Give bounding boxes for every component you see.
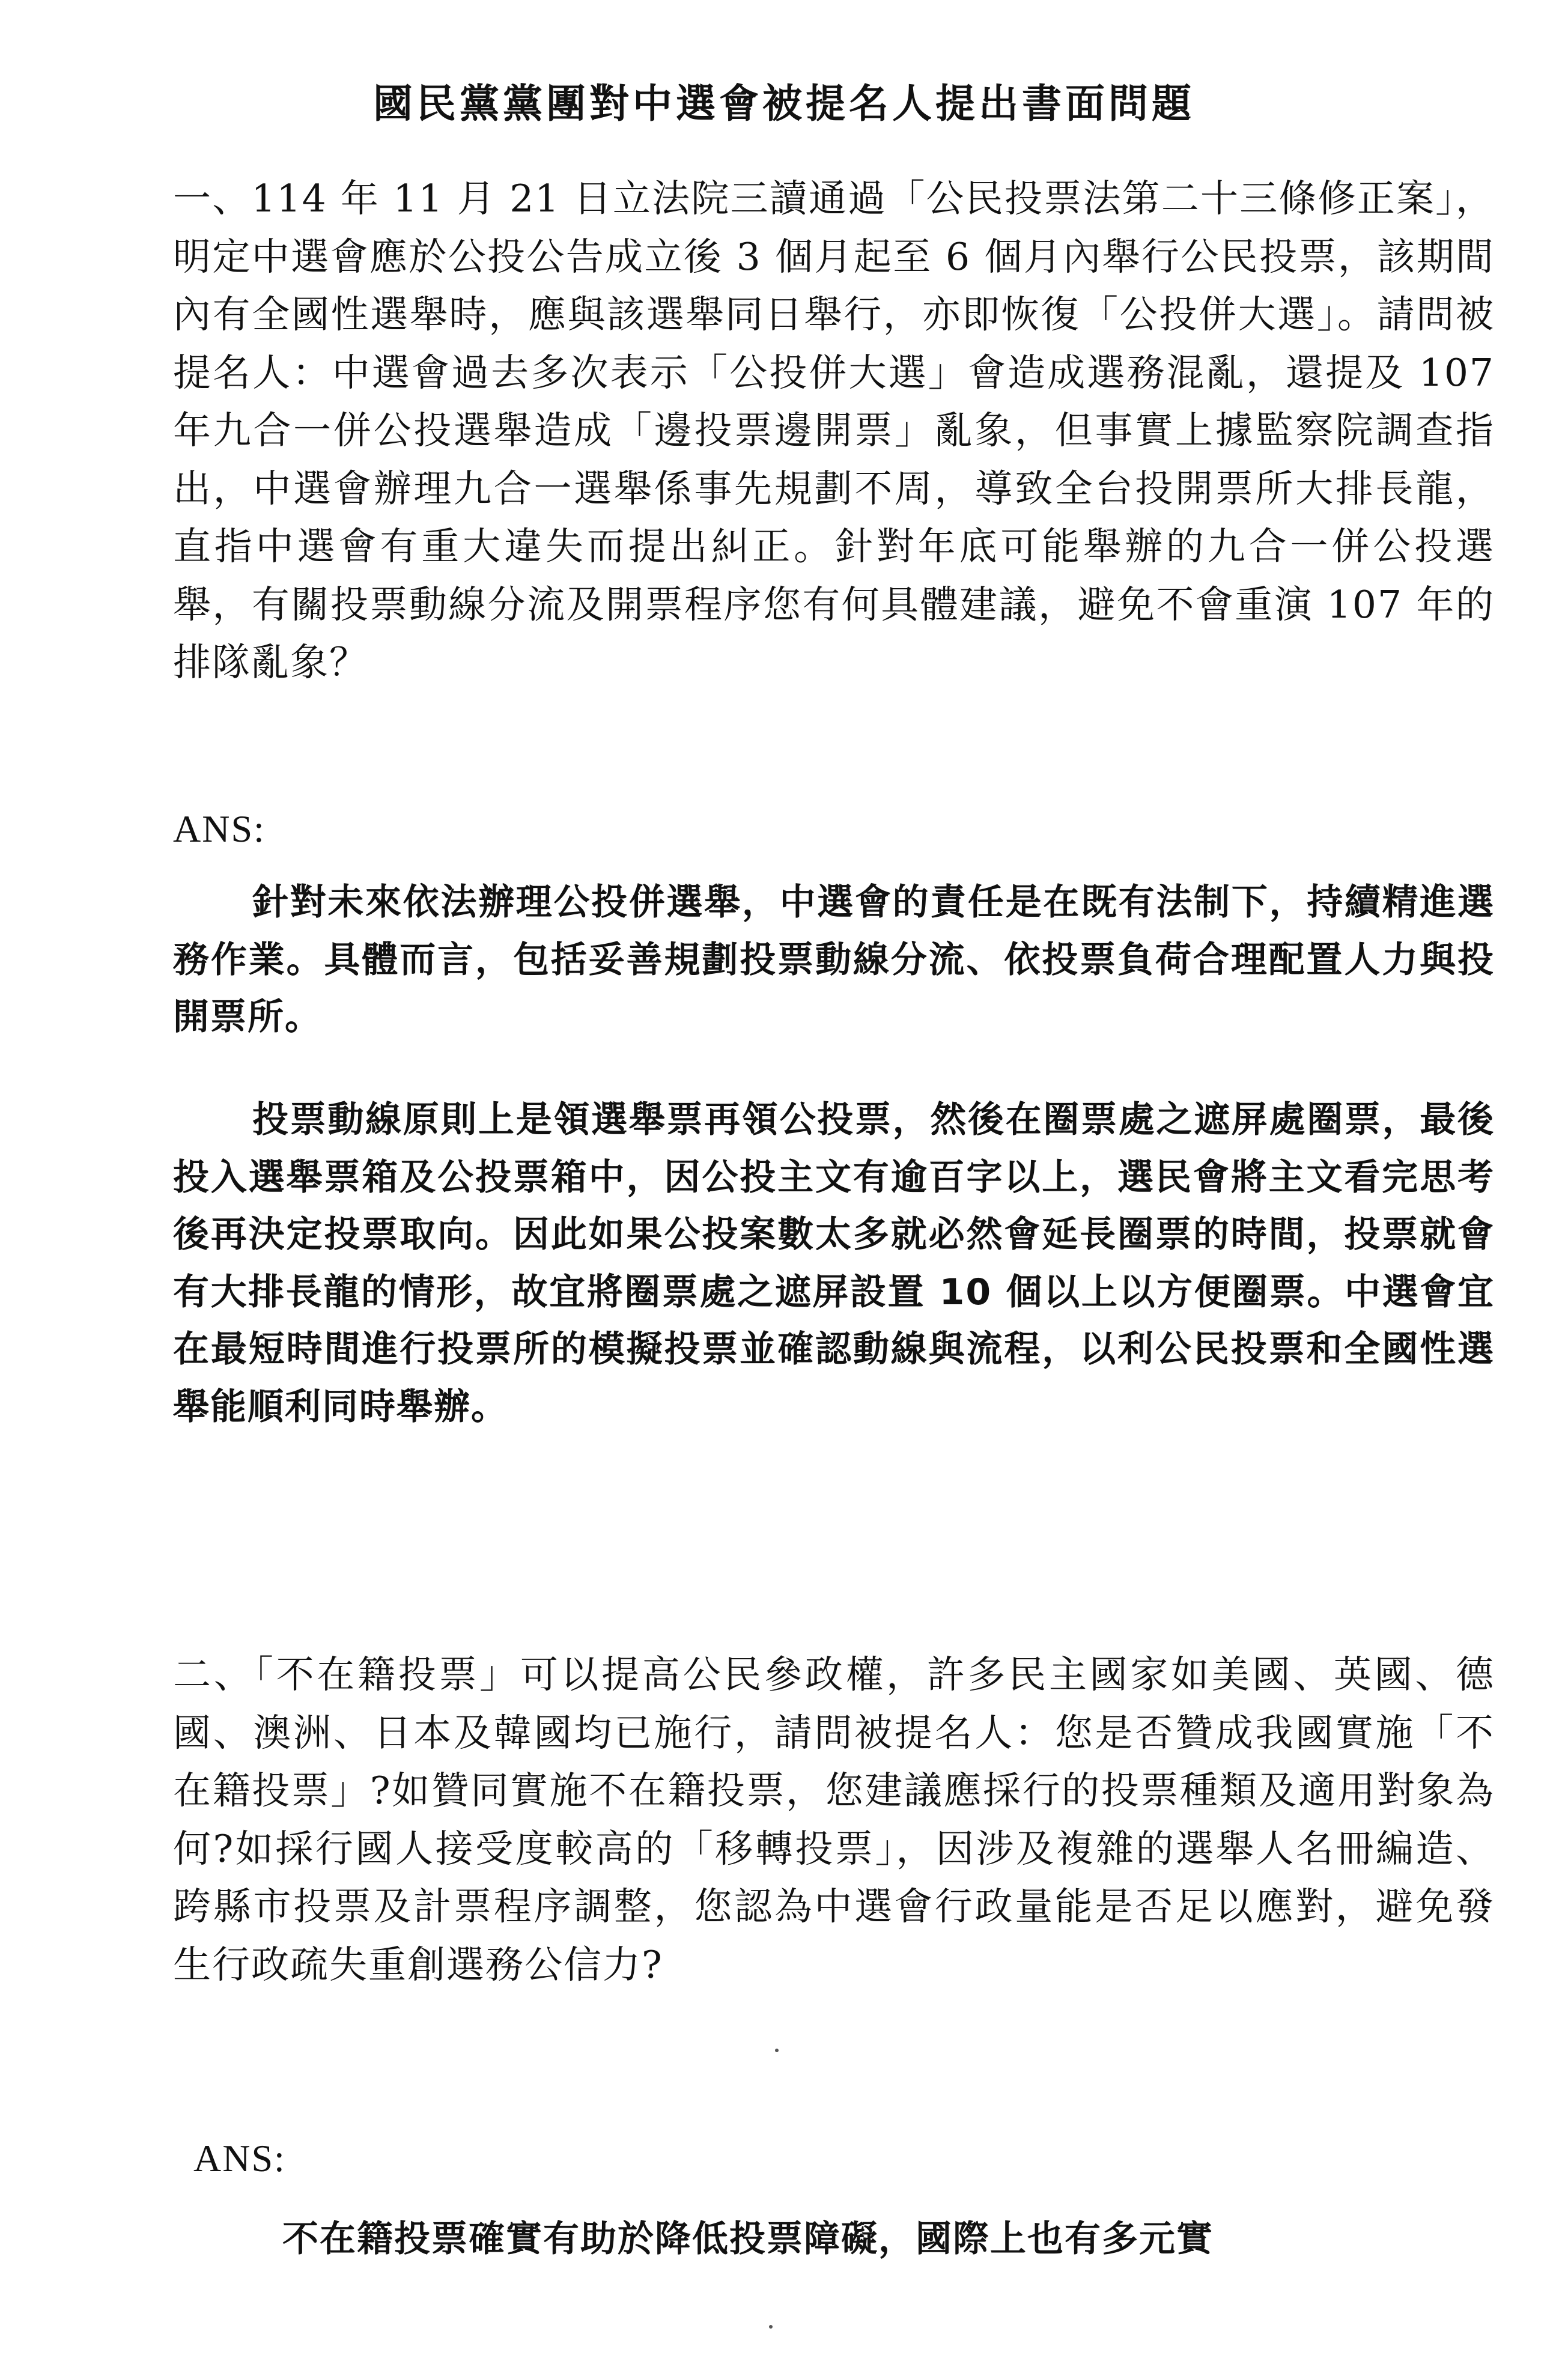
answer-1-paragraph-2: 投票動線原則上是領選舉票再領公投票，然後在圈票處之遮屏處圈票，最後投入選舉票箱及公投票箱中，因公投主文有逾百字以上，選民會將主文看完思考後再決定投票取向。因此如果公投案數太多就必然會延長圈票的時間，投票就會有大排長龍的情形，故宜將圈票處之遮屏設置 10 個以上以方便圈票。中選會宜在最短時間進行投票所的模擬投票並確認動線與流程，以利公民投票和全國性選舉能順利同時舉辦。 xyxy=(173,1099,1495,1428)
question-1-text: 114 年 11 月 21 日立法院三讀通過「公民投票法第二十三條修正案」，明定中選會應於公投公告成立後 3 個月起至 6 個月內舉行公民投票，該期間內有全國性選舉時，應與該選舉同日舉行，亦即恢復「公投併大選」。請問被提名人：中選會過去多次表示「公投併大選」會造成選務混亂，還提及 107 年九合一併公投選舉造成「邊投票邊開票」亂象，但事實上據監察院調查指出，中選會辦理九合一選舉係事先規劃不周，導致全台投開票所大排長龍，直指中選會有重大違失而提出糾正。針對年底可能舉辦的九合一併公投選舉，有關投票動線分流及開票程序您有何具體建議，避免不會重演 107 年的排隊亂象？ xyxy=(173,177,1495,684)
question-2 xyxy=(173,1646,1495,1994)
question-1 xyxy=(173,170,1495,692)
answer-1-paragraph-1: 針對未來依法辦理公投併選舉，中選會的責任是在既有法制下，持續精進選務作業。具體而言，包括妥善規劃投票動線分流、依投票負荷合理配置人力與投開票所。 xyxy=(173,881,1495,1038)
scan-speck xyxy=(775,2049,779,2052)
question-2-number: 二、 xyxy=(173,1653,255,1697)
answer-2-label: ANS: xyxy=(193,2137,286,2180)
scan-speck xyxy=(769,2325,773,2329)
question-1-number: 一、 xyxy=(173,177,252,220)
answer-1-label: ANS: xyxy=(173,807,266,850)
document-title: 國民黨黨團對中選會被提名人提出書面問題 xyxy=(373,81,1195,127)
answer-2-paragraph-1: 不在籍投票確實有助於降低投票障礙，國際上也有多元實 xyxy=(282,2218,1214,2260)
question-2-text: 「不在籍投票」可以提高公民參政權，許多民主國家如美國、英國、德國、澳洲、日本及韓國均已施行，請問被提名人：您是否贊成我國實施「不在籍投票」?如贊同實施不在籍投票，您建議應採行的投票種類及適用對象為何?如採行國人接受度較高的「移轉投票」，因涉及複雜的選舉人名冊編造、跨縣市投票及計票程序調整，您認為中選會行政量能是否足以應對，避免發生行政疏失重創選務公信力? xyxy=(173,1653,1495,1987)
